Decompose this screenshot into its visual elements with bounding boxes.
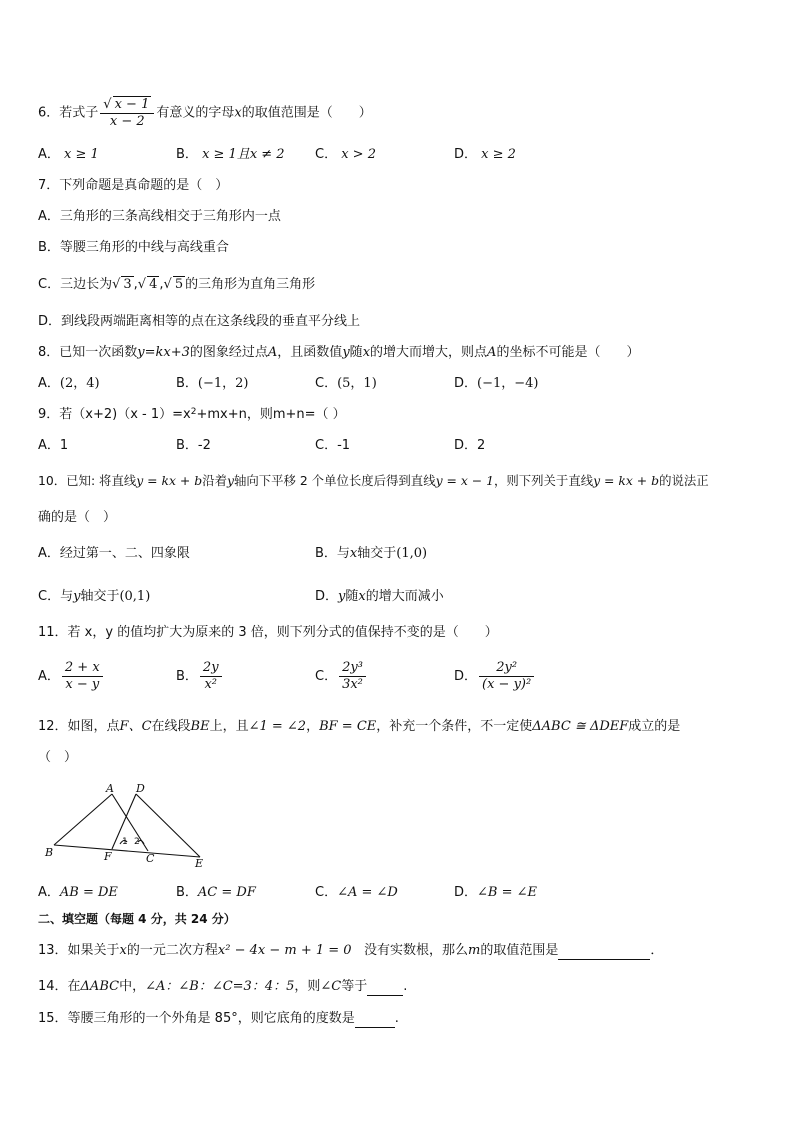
q12-stem: 12．如图，点F、C在线段BE上，且∠1 = ∠2，BF = CE，补充一个条件，不一定使ΔABC ≅ ΔDEF成立的是 (38, 719, 681, 734)
q8-option-c: C．(5，1) (315, 376, 377, 391)
sqrt-icon: √ (103, 97, 112, 112)
label-f: F (104, 850, 112, 863)
q14-stem: 14．在ΔABC中，∠A：∠B：∠C=3：4：5，则∠C等于 . (38, 979, 408, 994)
q11-option-b: B． $\frac{2y}{\text{x²}}$ (176, 660, 224, 693)
q6-option-a: A． x ≥ 1 (38, 147, 99, 162)
q10-stem: 10．已知: 将直线y = kx + b沿着y轴向下平移 2 个单位长度后得到直线y = x − 1，则下列关于直线y = kx + b的说法正 (38, 473, 709, 488)
q6-option-d: D． x ≥ 2 (454, 147, 516, 162)
q8-option-d: D．(−1，−4) (454, 376, 539, 391)
q12-option-a: A．AB = DE (38, 885, 118, 900)
sqrt-icon: √ (112, 277, 121, 292)
section-heading: 二、填空题（每题 4 分，共 24 分） (38, 912, 236, 926)
q7-option-c: C．三边长为√ 3 ,√ 4 ,√ 5 的三角形为直角三角形 (38, 277, 316, 292)
q13-stem: 13．如果关于x的一元二次方程x² − 4x − m + 1 = 0 没有实数根，那么m的取值范围是 ． (38, 943, 664, 958)
label-angle-1: 1 (122, 837, 128, 847)
q9-option-d: D．2 (454, 438, 486, 453)
q11-stem: 11．若 x，y 的值均扩大为原来的 3 倍，则下列分式的值保持不变的是（ ） (38, 625, 498, 640)
q7-option-a: A．三角形的三条高线相交于三角形内一点 (38, 209, 281, 224)
q6-fraction: $\frac{√ x - 1}{x - 2}$ (100, 96, 154, 130)
q6-option-b: B． x ≥ 1且x ≠ 2 (176, 147, 285, 162)
q12-option-b: B．AC = DF (176, 885, 256, 900)
q7-stem: 7．下列命题是真命题的是（ ） (38, 178, 229, 193)
q7-option-b: B．等腰三角形的中线与高线重合 (38, 240, 229, 255)
q9-option-b: B．-2 (176, 438, 211, 453)
q8-stem: 8．已知一次函数y=kx+3的图象经过点A，且函数值y随x的增大而增大，则点A的坐标不可能是（ ） (38, 345, 640, 360)
q12-option-d: D．∠B = ∠E (454, 885, 538, 900)
q10-option-a: A．经过第一、二、四象限 (38, 546, 190, 561)
q15-stem: 15．等腰三角形的一个外角是 85°，则它底角的度数是 . (38, 1011, 399, 1026)
q8-option-b: B．(−1，2) (176, 376, 249, 391)
q9-option-a: A．1 (38, 438, 69, 453)
sqrt-icon: √ (163, 277, 172, 292)
q6-stem: 6．若式子 $\frac{√ x - 1}{x - 2}$ 有意义的字母x的取值范围是（ ） (38, 97, 372, 129)
q9-stem: 9．若$(x+2)(x - 1)=x^2+mx+n$，则m+n=（ ） (38, 407, 346, 422)
label-a: A (106, 782, 114, 795)
label-c: C (146, 852, 155, 865)
q10-option-c: C．与y轴交于(0,1) (38, 589, 151, 604)
label-d: D (136, 782, 145, 795)
q12-stem-line2: （ ） (38, 750, 78, 765)
q15-answer-blank[interactable] (355, 1013, 395, 1028)
line-ba (54, 794, 112, 845)
q8-option-a: A．(2，4) (38, 376, 100, 391)
q10-option-b: B．与x轴交于(1,0) (315, 546, 428, 561)
q11-option-c: C． $\frac{\text{2y³}}{\text{3x²}}$ (315, 660, 368, 693)
q6-option-c: C． x > 2 (315, 147, 376, 162)
q10-option-d: D．y随x的增大而减小 (315, 589, 444, 604)
q13-answer-blank[interactable] (558, 945, 650, 960)
q12-figure (40, 782, 220, 872)
q10-stem-line2: 确的是（ ） (38, 510, 117, 525)
q12-option-c: C．∠A = ∠D (315, 885, 398, 900)
q11-option-a: A． $\frac{2 + x}{x - y}$ (38, 660, 105, 693)
q11-option-d: D． $\frac{\text{2y²}}{\text{(x − y)²}}$ (454, 660, 536, 693)
q9-option-c: C．-1 (315, 438, 351, 453)
label-angle-2: 2 (134, 837, 140, 847)
label-b: B (45, 846, 54, 859)
label-e: E (195, 857, 204, 870)
q14-answer-blank[interactable] (367, 981, 403, 996)
sqrt-icon: √ (137, 277, 147, 292)
q7-option-d: D．到线段两端距离相等的点在这条线段的垂直平分线上 (38, 314, 361, 329)
